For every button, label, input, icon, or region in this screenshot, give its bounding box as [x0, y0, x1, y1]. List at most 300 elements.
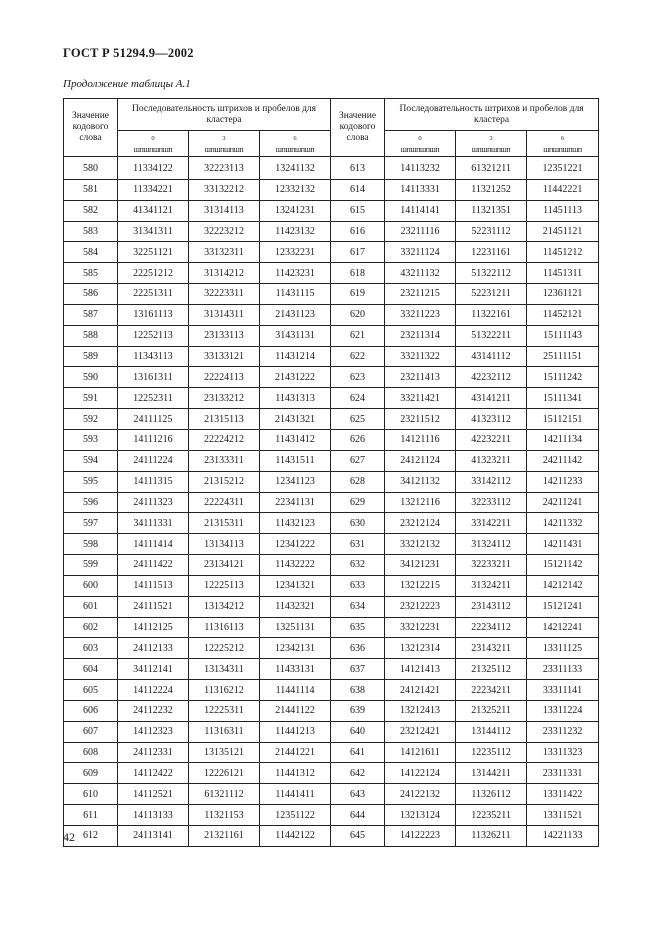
- bar-sequence-cell: 14221133: [527, 826, 599, 847]
- bar-sequence-cell: 11326211: [456, 826, 527, 847]
- cluster-header: 6 шпшпшпшп: [260, 131, 331, 157]
- bar-sequence-cell: 21431222: [260, 367, 331, 388]
- table-row: [64, 157, 599, 180]
- codeword-value-cell: 598: [64, 534, 118, 555]
- bar-sequence-cell: 11432222: [260, 555, 331, 576]
- bar-sequence-cell: 13241231: [260, 200, 331, 221]
- bar-sequence-cell: 11431313: [260, 388, 331, 409]
- codeword-value-cell: 594: [64, 450, 118, 471]
- bar-sequence-cell: 12342131: [260, 638, 331, 659]
- bar-sequence-cell: 21441122: [260, 700, 331, 721]
- table-row: [64, 763, 599, 784]
- bar-sequence-cell: 22224212: [189, 429, 260, 450]
- codeword-value-cell: 591: [64, 388, 118, 409]
- codeword-value-cell: 640: [331, 721, 385, 742]
- bar-sequence-cell: 11442122: [260, 826, 331, 847]
- bar-sequence-cell: 14211134: [527, 429, 599, 450]
- document-header: ГОСТ Р 51294.9—2002: [63, 46, 194, 60]
- bar-sequence-cell: 12226121: [189, 763, 260, 784]
- bar-sequence-cell: 22251311: [118, 284, 189, 305]
- bar-sequence-cell: 11423231: [260, 263, 331, 284]
- bar-sequence-cell: 13311323: [527, 742, 599, 763]
- bar-sequence-cell: 23212223: [385, 596, 456, 617]
- bar-sequence-cell: 15111143: [527, 325, 599, 346]
- bar-sequence-cell: 11321153: [189, 805, 260, 826]
- codeword-value-cell: 643: [331, 784, 385, 805]
- bar-sequence-cell: 22251212: [118, 263, 189, 284]
- codeword-value-cell: 624: [331, 388, 385, 409]
- codeword-value-cell: 590: [64, 367, 118, 388]
- bar-sequence-cell: 11451113: [527, 200, 599, 221]
- bar-sequence-cell: 14211233: [527, 471, 599, 492]
- bar-sequence-cell: 11452121: [527, 304, 599, 325]
- codeword-value-cell: 638: [331, 680, 385, 701]
- bar-sequence-cell: 12332231: [260, 242, 331, 263]
- codeword-value-cell: 602: [64, 617, 118, 638]
- bar-sequence-cell: 43141211: [456, 388, 527, 409]
- bar-sequence-cell: 24113141: [118, 826, 189, 847]
- codeword-value-cell: 629: [331, 492, 385, 513]
- codeword-value-cell: 637: [331, 659, 385, 680]
- value-header-left: Значение кодового слова: [64, 99, 118, 157]
- bar-sequence-cell: 31324211: [456, 575, 527, 596]
- bar-sequence-cell: 11441312: [260, 763, 331, 784]
- bar-sequence-cell: 31431131: [260, 325, 331, 346]
- bar-sequence-cell: 23311331: [527, 763, 599, 784]
- bar-sequence-cell: 14112323: [118, 721, 189, 742]
- bar-sequence-cell: 11431511: [260, 450, 331, 471]
- table-row: [64, 680, 599, 701]
- bar-sequence-cell: 11433131: [260, 659, 331, 680]
- bar-sequence-cell: 11322161: [456, 304, 527, 325]
- codeword-value-cell: 622: [331, 346, 385, 367]
- bar-sequence-cell: 12332132: [260, 179, 331, 200]
- bar-sequence-cell: 12252113: [118, 325, 189, 346]
- table-row: [64, 617, 599, 638]
- bar-sequence-cell: 21325211: [456, 700, 527, 721]
- bar-sequence-cell: 11423132: [260, 221, 331, 242]
- bar-sequence-cell: 14113331: [385, 179, 456, 200]
- codeword-value-cell: 587: [64, 304, 118, 325]
- bar-sequence-cell: 14211332: [527, 513, 599, 534]
- table-row: [64, 638, 599, 659]
- codeword-value-cell: 582: [64, 200, 118, 221]
- bar-sequence-cell: 23143211: [456, 638, 527, 659]
- bar-sequence-cell: 23211314: [385, 325, 456, 346]
- codeword-value-cell: 618: [331, 263, 385, 284]
- bar-sequence-cell: 23133212: [189, 388, 260, 409]
- bar-sequence-cell: 33133121: [189, 346, 260, 367]
- bar-sequence-cell: 33212231: [385, 617, 456, 638]
- bar-sequence-cell: 23311232: [527, 721, 599, 742]
- codeword-value-cell: 583: [64, 221, 118, 242]
- table-row: [64, 534, 599, 555]
- bar-sequence-cell: 13213124: [385, 805, 456, 826]
- bar-sequence-cell: 11431412: [260, 429, 331, 450]
- codeword-value-cell: 633: [331, 575, 385, 596]
- codeword-value-cell: 613: [331, 157, 385, 180]
- table-row: [64, 304, 599, 325]
- bar-sequence-cell: 24111422: [118, 555, 189, 576]
- bar-sequence-cell: 11334122: [118, 157, 189, 180]
- codeword-value-cell: 644: [331, 805, 385, 826]
- bar-sequence-cell: 11441213: [260, 721, 331, 742]
- bar-sequence-cell: 32233112: [456, 492, 527, 513]
- table-row: [64, 784, 599, 805]
- cluster-header: 3 шпшпшпшп: [189, 131, 260, 157]
- bar-sequence-cell: 42232112: [456, 367, 527, 388]
- table-row: [64, 721, 599, 742]
- value-header-right: Значение кодового слова: [331, 99, 385, 157]
- bar-sequence-cell: 31341311: [118, 221, 189, 242]
- bar-sequence-cell: 32223212: [189, 221, 260, 242]
- bar-sequence-cell: 31314212: [189, 263, 260, 284]
- bar-sequence-cell: 15111242: [527, 367, 599, 388]
- codeword-value-cell: 599: [64, 555, 118, 576]
- bar-sequence-cell: 32251121: [118, 242, 189, 263]
- sequence-header-right: Последовательность штрихов и пробелов для кластера: [385, 99, 599, 131]
- codeword-value-cell: 639: [331, 700, 385, 721]
- bar-sequence-cell: 24121421: [385, 680, 456, 701]
- bar-sequence-cell: 14113232: [385, 157, 456, 180]
- bar-sequence-cell: 11451212: [527, 242, 599, 263]
- codeword-value-cell: 632: [331, 555, 385, 576]
- bar-sequence-cell: 14113133: [118, 805, 189, 826]
- bar-sequence-cell: 13212314: [385, 638, 456, 659]
- table-body: [64, 157, 599, 847]
- bar-sequence-cell: 15121241: [527, 596, 599, 617]
- bar-sequence-cell: 11431115: [260, 284, 331, 305]
- bar-sequence-cell: 21315212: [189, 471, 260, 492]
- bar-sequence-cell: 23143112: [456, 596, 527, 617]
- bar-sequence-cell: 21315311: [189, 513, 260, 534]
- table-row: [64, 388, 599, 409]
- bar-sequence-cell: 24111323: [118, 492, 189, 513]
- codeword-value-cell: 589: [64, 346, 118, 367]
- bar-sequence-cell: 23212124: [385, 513, 456, 534]
- bar-sequence-cell: 12351221: [527, 157, 599, 180]
- bar-sequence-cell: 11432123: [260, 513, 331, 534]
- bar-sequence-cell: 33311141: [527, 680, 599, 701]
- bar-sequence-cell: 33132212: [189, 179, 260, 200]
- bar-sequence-cell: 12225311: [189, 700, 260, 721]
- bar-sequence-cell: 43141112: [456, 346, 527, 367]
- table-row: [64, 659, 599, 680]
- codeword-value-cell: 641: [331, 742, 385, 763]
- codeword-value-cell: 631: [331, 534, 385, 555]
- bar-sequence-cell: 11432321: [260, 596, 331, 617]
- codeword-value-cell: 612: [64, 826, 118, 847]
- bar-sequence-cell: 11441114: [260, 680, 331, 701]
- bar-sequence-cell: 21431321: [260, 409, 331, 430]
- bar-sequence-cell: 31324112: [456, 534, 527, 555]
- codeword-value-cell: 592: [64, 409, 118, 430]
- bar-sequence-cell: 13135121: [189, 742, 260, 763]
- bar-sequence-cell: 23311133: [527, 659, 599, 680]
- codeword-value-cell: 584: [64, 242, 118, 263]
- codeword-value-cell: 586: [64, 284, 118, 305]
- bar-sequence-cell: 24111125: [118, 409, 189, 430]
- codeword-value-cell: 628: [331, 471, 385, 492]
- table-row: [64, 409, 599, 430]
- bar-sequence-cell: 13311422: [527, 784, 599, 805]
- bar-sequence-cell: 12225212: [189, 638, 260, 659]
- codeword-value-cell: 617: [331, 242, 385, 263]
- table-row: [64, 263, 599, 284]
- bar-sequence-cell: 23212421: [385, 721, 456, 742]
- bar-sequence-cell: 14111414: [118, 534, 189, 555]
- codeword-value-cell: 645: [331, 826, 385, 847]
- codeword-value-cell: 580: [64, 157, 118, 180]
- bar-sequence-cell: 34121231: [385, 555, 456, 576]
- bar-sequence-cell: 33211421: [385, 388, 456, 409]
- bar-sequence-cell: 11451311: [527, 263, 599, 284]
- table-row: [64, 242, 599, 263]
- bar-sequence-cell: 13212413: [385, 700, 456, 721]
- bar-sequence-cell: 52231211: [456, 284, 527, 305]
- bar-sequence-cell: 11316212: [189, 680, 260, 701]
- bar-sequence-cell: 13161311: [118, 367, 189, 388]
- bar-sequence-cell: 33211322: [385, 346, 456, 367]
- codeword-value-cell: 621: [331, 325, 385, 346]
- codeword-value-cell: 635: [331, 617, 385, 638]
- bar-sequence-cell: 21321161: [189, 826, 260, 847]
- codeword-value-cell: 585: [64, 263, 118, 284]
- bar-sequence-cell: 22224113: [189, 367, 260, 388]
- sequence-header-left: Последовательность штрихов и пробелов для кластера: [118, 99, 331, 131]
- bar-sequence-cell: 34121132: [385, 471, 456, 492]
- table-row: [64, 367, 599, 388]
- bar-sequence-cell: 15112151: [527, 409, 599, 430]
- codeword-value-cell: 619: [331, 284, 385, 305]
- bar-sequence-cell: 13212215: [385, 575, 456, 596]
- codeword-value-cell: 616: [331, 221, 385, 242]
- bar-sequence-cell: 14111216: [118, 429, 189, 450]
- bar-sequence-cell: 43211132: [385, 263, 456, 284]
- bar-sequence-cell: 31314113: [189, 200, 260, 221]
- bar-sequence-cell: 11441411: [260, 784, 331, 805]
- bar-sequence-cell: 23211512: [385, 409, 456, 430]
- bar-sequence-cell: 14121611: [385, 742, 456, 763]
- codeword-value-cell: 581: [64, 179, 118, 200]
- codeword-value-cell: 630: [331, 513, 385, 534]
- bar-sequence-cell: 33142211: [456, 513, 527, 534]
- table-caption: Продолжение таблицы А.1: [63, 78, 191, 90]
- bar-sequence-cell: 14212142: [527, 575, 599, 596]
- table-row: [64, 805, 599, 826]
- bar-sequence-cell: 14112224: [118, 680, 189, 701]
- bar-sequence-cell: 41323211: [456, 450, 527, 471]
- bar-sequence-cell: 13134212: [189, 596, 260, 617]
- page-number: 42: [63, 830, 75, 844]
- bar-sequence-cell: 21325112: [456, 659, 527, 680]
- bar-sequence-cell: 13251131: [260, 617, 331, 638]
- bar-sequence-cell: 12361121: [527, 284, 599, 305]
- bar-sequence-cell: 22234112: [456, 617, 527, 638]
- codeword-value-cell: 588: [64, 325, 118, 346]
- bar-sequence-cell: 23211215: [385, 284, 456, 305]
- codeword-value-cell: 608: [64, 742, 118, 763]
- bar-sequence-cell: 11316113: [189, 617, 260, 638]
- bar-sequence-cell: 25111151: [527, 346, 599, 367]
- bar-sequence-cell: 34112141: [118, 659, 189, 680]
- bar-sequence-cell: 23133311: [189, 450, 260, 471]
- bar-sequence-cell: 14121413: [385, 659, 456, 680]
- codeword-value-cell: 605: [64, 680, 118, 701]
- table-row: [64, 826, 599, 847]
- bar-sequence-cell: 42232211: [456, 429, 527, 450]
- bar-sequence-cell: 12351122: [260, 805, 331, 826]
- bar-sequence-cell: 11316311: [189, 721, 260, 742]
- bar-sequence-cell: 12225113: [189, 575, 260, 596]
- cluster-header: 0 шпшпшпшп: [385, 131, 456, 157]
- bar-sequence-cell: 24111521: [118, 596, 189, 617]
- bar-sequence-cell: 32233211: [456, 555, 527, 576]
- codeword-value-cell: 620: [331, 304, 385, 325]
- bar-sequence-cell: 14211431: [527, 534, 599, 555]
- bar-sequence-cell: 13134113: [189, 534, 260, 555]
- codeword-value-cell: 597: [64, 513, 118, 534]
- table-row: [64, 555, 599, 576]
- codeword-value-cell: 604: [64, 659, 118, 680]
- codeword-value-cell: 626: [331, 429, 385, 450]
- bar-sequence-cell: 24211142: [527, 450, 599, 471]
- bar-sequence-cell: 41323112: [456, 409, 527, 430]
- bar-sequence-cell: 12252311: [118, 388, 189, 409]
- bar-sequence-cell: 11442221: [527, 179, 599, 200]
- bar-sequence-cell: 11326112: [456, 784, 527, 805]
- bar-sequence-cell: 33212132: [385, 534, 456, 555]
- table-row: [64, 200, 599, 221]
- codeword-value-cell: 595: [64, 471, 118, 492]
- bar-sequence-cell: 33142112: [456, 471, 527, 492]
- bar-sequence-cell: 11334221: [118, 179, 189, 200]
- bar-sequence-cell: 32223311: [189, 284, 260, 305]
- bar-sequence-cell: 13161113: [118, 304, 189, 325]
- bar-sequence-cell: 11321252: [456, 179, 527, 200]
- bar-sequence-cell: 33211124: [385, 242, 456, 263]
- bar-sequence-cell: 21431123: [260, 304, 331, 325]
- bar-sequence-cell: 24122132: [385, 784, 456, 805]
- bar-sequence-cell: 23211116: [385, 221, 456, 242]
- codeword-value-cell: 615: [331, 200, 385, 221]
- bar-sequence-cell: 24112133: [118, 638, 189, 659]
- bar-sequence-cell: 14122124: [385, 763, 456, 784]
- bar-sequence-cell: 14112422: [118, 763, 189, 784]
- code-table: [63, 98, 599, 847]
- bar-sequence-cell: 14112125: [118, 617, 189, 638]
- bar-sequence-cell: 23134121: [189, 555, 260, 576]
- bar-sequence-cell: 13241132: [260, 157, 331, 180]
- bar-sequence-cell: 14112521: [118, 784, 189, 805]
- bar-sequence-cell: 61321211: [456, 157, 527, 180]
- table-row: [64, 742, 599, 763]
- table-row: [64, 596, 599, 617]
- cluster-header: 6 шпшпшпшп: [527, 131, 599, 157]
- codeword-value-cell: 623: [331, 367, 385, 388]
- codeword-value-cell: 642: [331, 763, 385, 784]
- table-row: [64, 450, 599, 471]
- codeword-value-cell: 593: [64, 429, 118, 450]
- bar-sequence-cell: 12341123: [260, 471, 331, 492]
- bar-sequence-cell: 22224311: [189, 492, 260, 513]
- cluster-header: 3 шпшпшпшп: [456, 131, 527, 157]
- bar-sequence-cell: 22234211: [456, 680, 527, 701]
- codeword-value-cell: 614: [331, 179, 385, 200]
- bar-sequence-cell: 15121142: [527, 555, 599, 576]
- codeword-value-cell: 610: [64, 784, 118, 805]
- bar-sequence-cell: 13134311: [189, 659, 260, 680]
- table-row: [64, 325, 599, 346]
- bar-sequence-cell: 14114141: [385, 200, 456, 221]
- table-row: [64, 471, 599, 492]
- bar-sequence-cell: 12235112: [456, 742, 527, 763]
- bar-sequence-cell: 61321112: [189, 784, 260, 805]
- table-row: [64, 221, 599, 242]
- bar-sequence-cell: 12341321: [260, 575, 331, 596]
- table-row: [64, 513, 599, 534]
- bar-sequence-cell: 52231112: [456, 221, 527, 242]
- bar-sequence-cell: 21315113: [189, 409, 260, 430]
- bar-sequence-cell: 24112331: [118, 742, 189, 763]
- bar-sequence-cell: 14212241: [527, 617, 599, 638]
- bar-sequence-cell: 32223113: [189, 157, 260, 180]
- bar-sequence-cell: 11431214: [260, 346, 331, 367]
- bar-sequence-cell: 14122223: [385, 826, 456, 847]
- cluster-header: 0 шпшпшпшп: [118, 131, 189, 157]
- table-row: [64, 429, 599, 450]
- bar-sequence-cell: 11321351: [456, 200, 527, 221]
- bar-sequence-cell: 13311224: [527, 700, 599, 721]
- codeword-value-cell: 600: [64, 575, 118, 596]
- bar-sequence-cell: 24211241: [527, 492, 599, 513]
- bar-sequence-cell: 12235211: [456, 805, 527, 826]
- codeword-value-cell: 609: [64, 763, 118, 784]
- codeword-value-cell: 606: [64, 700, 118, 721]
- bar-sequence-cell: 24111224: [118, 450, 189, 471]
- bar-sequence-cell: 14111513: [118, 575, 189, 596]
- table-row: [64, 575, 599, 596]
- bar-sequence-cell: 23211413: [385, 367, 456, 388]
- table-row: [64, 492, 599, 513]
- bar-sequence-cell: 22341131: [260, 492, 331, 513]
- bar-sequence-cell: 23133113: [189, 325, 260, 346]
- bar-sequence-cell: 13144211: [456, 763, 527, 784]
- bar-sequence-cell: 34111331: [118, 513, 189, 534]
- bar-sequence-cell: 15111341: [527, 388, 599, 409]
- bar-sequence-cell: 14111315: [118, 471, 189, 492]
- codeword-value-cell: 607: [64, 721, 118, 742]
- codeword-value-cell: 596: [64, 492, 118, 513]
- bar-sequence-cell: 41341121: [118, 200, 189, 221]
- table-row: [64, 284, 599, 305]
- bar-sequence-cell: 21451121: [527, 221, 599, 242]
- bar-sequence-cell: 51322211: [456, 325, 527, 346]
- bar-sequence-cell: 21441221: [260, 742, 331, 763]
- bar-sequence-cell: 51322112: [456, 263, 527, 284]
- bar-sequence-cell: 13311125: [527, 638, 599, 659]
- bar-sequence-cell: 13144112: [456, 721, 527, 742]
- bar-sequence-cell: 14121116: [385, 429, 456, 450]
- codeword-value-cell: 636: [331, 638, 385, 659]
- table-row: [64, 346, 599, 367]
- bar-sequence-cell: 24112232: [118, 700, 189, 721]
- bar-sequence-cell: 13311521: [527, 805, 599, 826]
- bar-sequence-cell: 11343113: [118, 346, 189, 367]
- bar-sequence-cell: 12341222: [260, 534, 331, 555]
- table-row: [64, 700, 599, 721]
- bar-sequence-cell: 33132311: [189, 242, 260, 263]
